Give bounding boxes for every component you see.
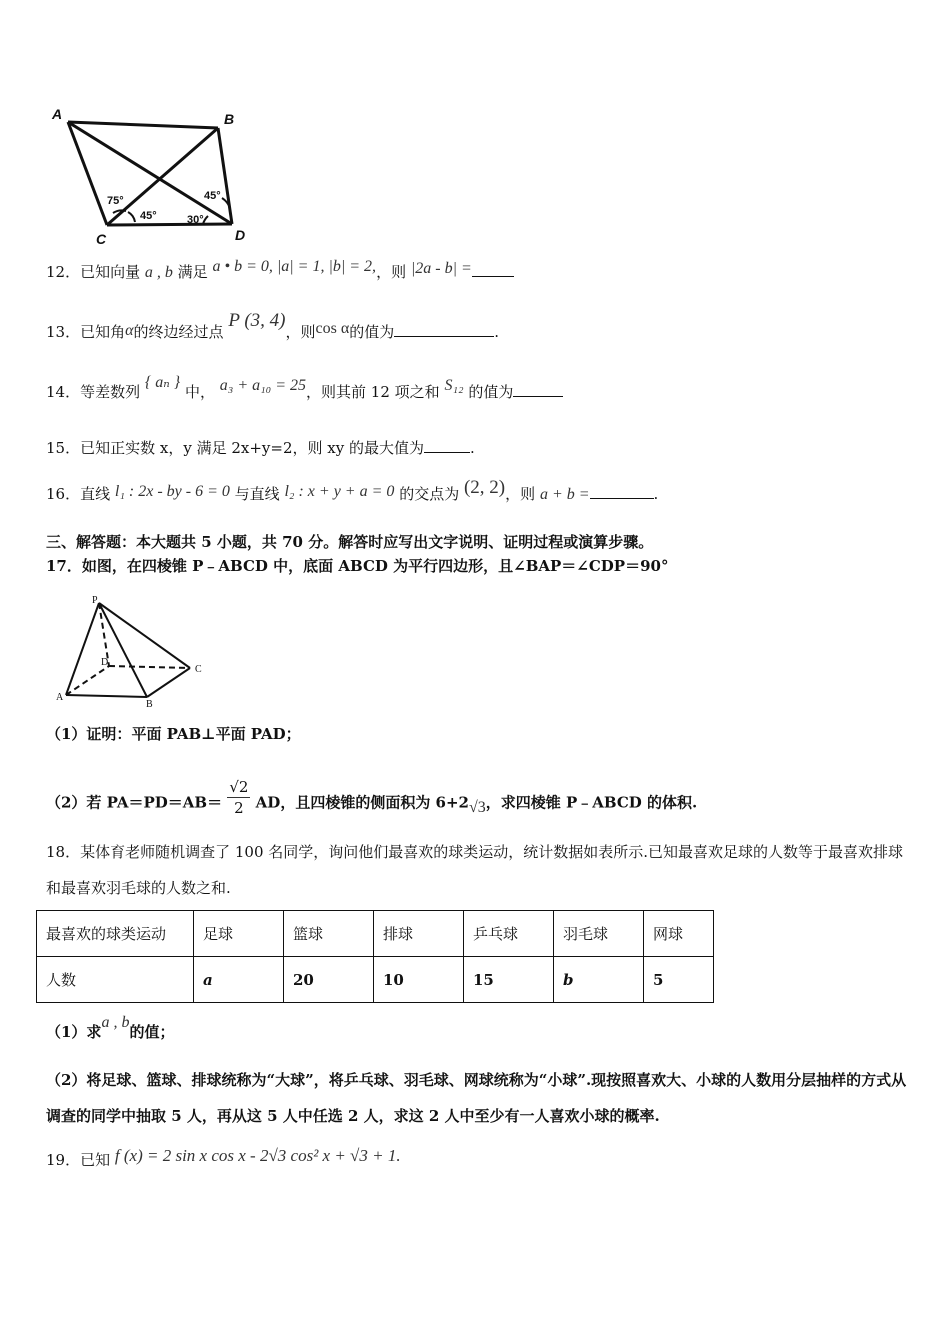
angle-label-45-c: 45° — [140, 210, 157, 222]
point-label-a: A — [52, 106, 63, 122]
math-expression: P (3, 4) — [228, 310, 286, 331]
question-12 — [46, 258, 514, 283]
point-label-b: B — [224, 111, 235, 127]
question-16 — [46, 477, 659, 505]
math-expression: α — [125, 322, 134, 339]
table-cell: 排球 — [374, 911, 464, 957]
punctuation: . — [494, 323, 500, 341]
vertex-label-c: C — [195, 664, 202, 675]
table-cell: 羽毛球 — [554, 911, 644, 957]
question-number: 15． — [46, 439, 81, 457]
question-17-part-1: （1）证明：平面 PAB⊥平面 PAD； — [46, 725, 301, 743]
punctuation: . — [653, 485, 659, 503]
question-number: 13． — [46, 323, 81, 341]
question-text: 直线 — [80, 485, 111, 503]
table-cell: 10 — [374, 957, 464, 1003]
vertex-label-b: B — [146, 699, 153, 710]
punctuation: . — [469, 439, 475, 457]
question-text: 的值； — [129, 1023, 175, 1041]
vertex-label-d: D — [101, 657, 109, 668]
angle-label-45-d: 45° — [204, 190, 221, 202]
question-text: ，求四棱锥 P﹣ABCD 的体积. — [485, 793, 698, 812]
answer-blank — [590, 484, 654, 499]
vertex-label-a: A — [56, 692, 64, 703]
question-text: 的值为 — [349, 323, 395, 341]
answer-blank — [472, 262, 514, 277]
question-17-stem: 17．如图，在四棱锥 P﹣ABCD 中，底面 ABCD 为平行四边形，且∠BAP＝∠CDP＝90° — [46, 557, 669, 575]
answer-blank — [513, 382, 563, 397]
question-text: 等差数列 — [80, 383, 141, 401]
question-number: 16． — [46, 485, 81, 503]
table-cell: 篮球 — [284, 911, 374, 957]
question-18-stem: 18．某体育老师随机调查了 100 名同学，询问他们最喜欢的球类运动，统计数据如表所示.已知最喜欢足球的人数等于最喜欢排球和最喜欢羽毛球的人数之和. — [46, 843, 904, 897]
pyramid-figure — [52, 592, 212, 712]
math-expression: (2, 2) — [463, 477, 506, 498]
question-text: 的交点为 — [399, 485, 460, 503]
fraction-numerator: √2 — [229, 778, 249, 796]
answer-blank — [424, 438, 470, 453]
math-expression: a • b = 0, |a| = 1, |b| = 2, — [212, 258, 377, 275]
question-text: ，则 — [376, 263, 407, 281]
question-14 — [46, 374, 563, 403]
table-cell: 人数 — [37, 957, 194, 1003]
quadrilateral-figure — [40, 100, 270, 250]
math-expression: a , b — [144, 264, 173, 281]
table-cell: 最喜欢的球类运动 — [37, 911, 194, 957]
sqrt-three: √3 — [468, 798, 486, 816]
question-text: 已知角 — [80, 323, 126, 341]
question-17-part-2 — [46, 778, 698, 824]
table-cell: 15 — [464, 957, 554, 1003]
angle-label-75: 75° — [107, 195, 124, 207]
question-18-part-1 — [46, 1014, 175, 1043]
question-number: 19． — [46, 1151, 81, 1169]
question-text: 的终边经过点 — [133, 323, 224, 341]
answer-blank — [394, 322, 494, 337]
point-label-d: D — [235, 227, 246, 243]
math-expression: { aₙ } — [144, 374, 181, 391]
angle-label-30: 30° — [187, 214, 204, 226]
question-text: 满足 — [177, 263, 208, 281]
question-number: 14． — [46, 383, 81, 401]
math-expression: a + b = — [539, 486, 590, 503]
math-expression: a₃ + a₁₀ = 25 — [219, 377, 307, 394]
fraction — [227, 777, 250, 818]
fraction-denominator: 2 — [234, 799, 244, 817]
question-text: 已知正实数 x，y 满足 2x+y=2，则 xy 的最大值为 — [80, 439, 424, 457]
table-cell: 20 — [284, 957, 374, 1003]
table-row — [37, 957, 714, 1003]
math-expression: l₁ : 2x - by - 6 = 0 — [114, 483, 230, 500]
question-text: ，则其前 12 项之和 — [306, 383, 440, 401]
question-text: （1）求 — [46, 1023, 102, 1041]
vertex-label-p: P — [92, 595, 98, 606]
question-15 — [46, 438, 475, 458]
question-text: 已知 — [80, 1151, 111, 1169]
question-text: （2）若 PA＝PD＝AB＝ — [46, 793, 223, 812]
math-expression: S₁₂ — [444, 377, 464, 394]
question-text: 中， — [184, 383, 215, 401]
table-cell: a — [194, 957, 284, 1003]
math-expression: a , b — [101, 1014, 130, 1031]
question-13 — [46, 310, 500, 343]
table-cell: b — [554, 957, 644, 1003]
question-text: 的值为 — [468, 383, 514, 401]
question-19 — [46, 1146, 401, 1170]
math-expression: cos α — [315, 320, 350, 337]
table-cell: 5 — [644, 957, 714, 1003]
math-expression: |2a - b| = — [410, 260, 472, 277]
table-header-row — [37, 911, 714, 957]
table-cell: 网球 — [644, 911, 714, 957]
question-text: ，则 — [505, 485, 536, 503]
table-cell: 乒乓球 — [464, 911, 554, 957]
math-expression: l₂ : x + y + a = 0 — [284, 483, 395, 500]
question-text: AD，且四棱锥的侧面积为 6+2 — [255, 793, 469, 812]
table-cell: 足球 — [194, 911, 284, 957]
math-expression: f (x) = 2 sin x cos x - 2√3 cos² x + √3 + 1. — [114, 1146, 401, 1165]
point-label-c: C — [96, 231, 107, 247]
section-heading: 三、解答题：本大题共 5 小题，共 70 分。解答时应写出文字说明、证明过程或演算步骤。 — [46, 533, 654, 551]
question-text: 与直线 — [234, 485, 280, 503]
sports-survey-table — [36, 910, 714, 1003]
question-18-part-2: （2）将足球、篮球、排球统称为“大球”，将乒乓球、羽毛球、网球统称为“小球”.现按照喜欢大、小球的人数用分层抽样的方式从调查的同学中抽取 5 人，再从这 5 人中任选 2 人，求这 2 人中至少有一人喜欢小球的概率. — [46, 1071, 907, 1125]
question-text: 已知向量 — [80, 263, 141, 281]
question-text: ，则 — [285, 323, 316, 341]
question-number: 12． — [46, 263, 81, 281]
